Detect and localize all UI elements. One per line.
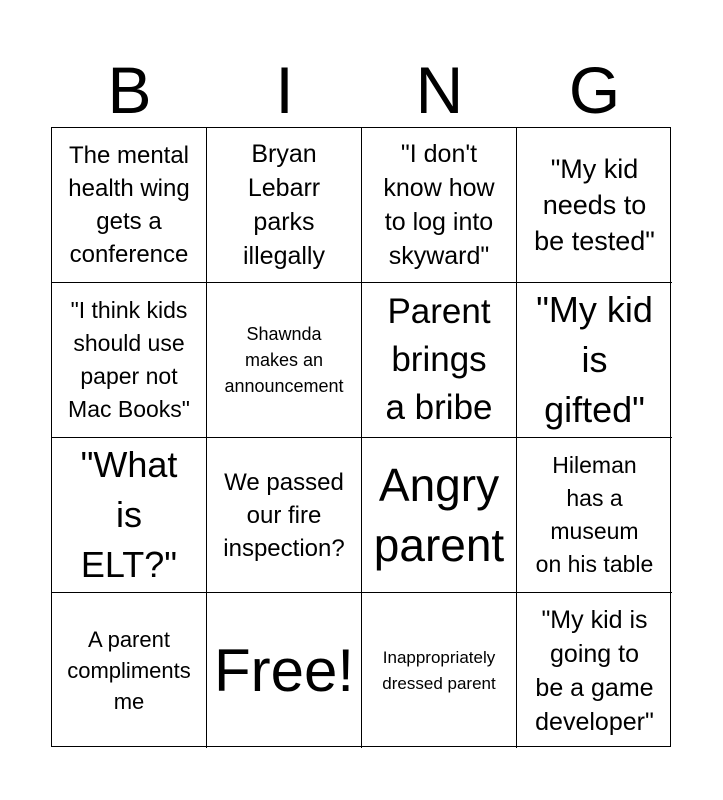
cell-text: Shawnda makes an announcement bbox=[224, 324, 344, 396]
cell-text: "I don't know how to log into skyward" bbox=[383, 140, 495, 270]
bingo-cell[interactable] bbox=[52, 283, 207, 438]
bingo-cell[interactable] bbox=[362, 438, 517, 593]
cell-text: A parent compliments me bbox=[67, 627, 191, 714]
header-letter-n: N bbox=[415, 53, 464, 127]
cell-text: "I think kids should use paper not Mac Books" bbox=[68, 297, 190, 422]
bingo-cell[interactable] bbox=[52, 593, 207, 748]
bingo-cell[interactable] bbox=[517, 128, 672, 283]
header-letter-b: B bbox=[107, 53, 152, 127]
header-letter-g: G bbox=[568, 53, 621, 127]
cell-text: "My kid needs to be tested" bbox=[534, 154, 655, 256]
cell-text: We passed our fire inspection? bbox=[223, 468, 345, 562]
cell-text: Free! bbox=[213, 636, 355, 704]
cell-text: "My kid is gifted" bbox=[536, 289, 653, 430]
bingo-cell[interactable] bbox=[207, 438, 362, 593]
bingo-cell[interactable] bbox=[207, 283, 362, 438]
bingo-cell[interactable] bbox=[517, 283, 672, 438]
bingo-cell[interactable] bbox=[362, 593, 517, 748]
cell-text: Bryan Lebarr parks illegally bbox=[243, 140, 325, 270]
bingo-cell[interactable] bbox=[362, 128, 517, 283]
cell-text: Inappropriately dressed parent bbox=[382, 647, 496, 693]
bingo-cell[interactable] bbox=[362, 283, 517, 438]
bingo-cell[interactable] bbox=[517, 438, 672, 593]
header-letter-i: I bbox=[275, 53, 294, 127]
bingo-cell[interactable] bbox=[52, 438, 207, 593]
bingo-header bbox=[52, 52, 672, 128]
cell-text: The mental health wing gets a conference bbox=[68, 142, 190, 268]
cell-text: "My kid is going to be a game developer" bbox=[535, 605, 654, 736]
cell-text: Angry parent bbox=[373, 459, 505, 571]
bingo-cell[interactable] bbox=[517, 593, 672, 748]
cell-text: "What is ELT?" bbox=[80, 444, 178, 585]
cell-text: Parent brings a bribe bbox=[385, 292, 493, 427]
cell-text: Hileman has a museum on his table bbox=[535, 452, 654, 577]
bingo-board bbox=[51, 127, 671, 747]
bingo-cell free-space[interactable] bbox=[207, 593, 362, 748]
bingo-cell[interactable] bbox=[52, 128, 207, 283]
bingo-cell[interactable] bbox=[207, 128, 362, 283]
